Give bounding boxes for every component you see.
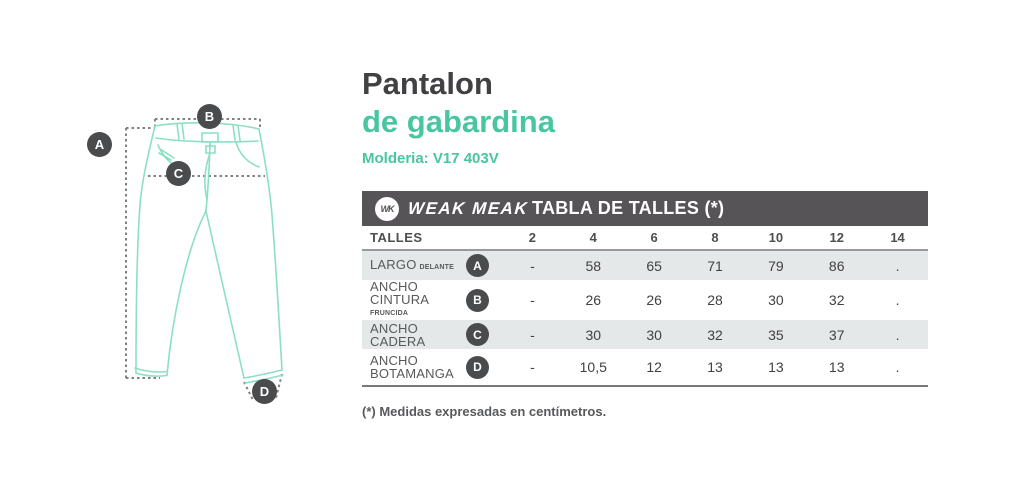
value-cell: 58 xyxy=(585,257,602,274)
size-header-10: 10 xyxy=(768,230,784,245)
row-label xyxy=(362,258,466,274)
value-cell: - xyxy=(530,359,535,375)
row-marker-d-badge: D xyxy=(466,356,489,379)
row-label-text: LARGO xyxy=(370,256,417,272)
value-cell: - xyxy=(530,326,535,343)
row-sublabel-text: FRUNCIDA xyxy=(370,310,409,317)
value-cell: 30 xyxy=(646,326,662,343)
row-marker-c-badge: C xyxy=(466,323,489,346)
value-cell: 30 xyxy=(585,326,602,343)
row-label xyxy=(362,322,466,348)
pants-outline xyxy=(135,123,283,383)
molderia-label: Molderia: V17 403V xyxy=(362,150,499,167)
marker-c-badge: C xyxy=(166,161,191,186)
page-subtitle: de gabardina xyxy=(362,104,555,139)
value-cell: - xyxy=(530,257,535,274)
table-row-a xyxy=(362,251,928,280)
value-cell: 28 xyxy=(707,292,723,308)
value-cell: 32 xyxy=(707,326,723,343)
size-header-12: 12 xyxy=(829,230,844,245)
table-row-d xyxy=(362,349,928,387)
value-cell: 13 xyxy=(768,359,784,375)
value-cell: 13 xyxy=(828,359,845,375)
value-cell: . xyxy=(895,326,900,343)
value-cell: 71 xyxy=(707,257,723,274)
value-cell: - xyxy=(530,292,535,308)
size-header-2: 2 xyxy=(528,230,537,245)
table-row-c xyxy=(362,320,928,349)
sizes-header-label: TALLES xyxy=(370,230,423,245)
row-label xyxy=(362,354,466,380)
row-marker-b-badge: B xyxy=(466,289,489,312)
size-header-8: 8 xyxy=(711,230,719,245)
value-cell: 12 xyxy=(646,359,662,375)
size-header-14: 14 xyxy=(890,230,905,245)
value-cell: 65 xyxy=(646,257,662,274)
marker-a-badge: A xyxy=(87,132,112,157)
row-sublabel-text: DELANTE xyxy=(419,263,454,271)
value-cell: 13 xyxy=(707,359,723,375)
row-marker-a-badge: A xyxy=(466,254,489,277)
size-header-6: 6 xyxy=(650,230,658,245)
table-title: TABLA DE TALLES (*) xyxy=(532,198,725,218)
brand-name: WEAK MEAK xyxy=(407,198,529,218)
table-header-bar xyxy=(362,191,928,226)
row-label xyxy=(362,280,466,320)
marker-d-badge: D xyxy=(252,379,277,404)
value-cell: 32 xyxy=(828,292,845,308)
value-cell: 26 xyxy=(585,292,602,308)
measurement-lines xyxy=(126,119,282,400)
table-body xyxy=(362,251,928,387)
row-label-text: ANCHO CADERA xyxy=(370,320,426,349)
table-row-b xyxy=(362,280,928,320)
value-cell: . xyxy=(895,257,900,274)
value-cell: . xyxy=(895,292,900,308)
row-label-text: ANCHO BOTAMANGA xyxy=(370,353,454,381)
value-cell: 26 xyxy=(646,292,662,308)
pants-diagram xyxy=(60,85,360,430)
brand-logo-icon: WK xyxy=(375,197,399,221)
footnote: (*) Medidas expresadas en centímetros. xyxy=(362,404,607,419)
page-title: Pantalon xyxy=(362,66,493,101)
size-header-4: 4 xyxy=(589,230,597,245)
value-cell: 10,5 xyxy=(579,359,607,375)
value-cell: 86 xyxy=(828,257,845,274)
value-cell: 35 xyxy=(768,326,784,343)
marker-b-badge: B xyxy=(197,104,222,129)
row-label-text: ANCHO CINTURA xyxy=(370,279,430,307)
sizes-header-row xyxy=(362,226,928,251)
value-cell: . xyxy=(895,359,900,375)
value-cell: 79 xyxy=(768,257,784,274)
value-cell: 30 xyxy=(768,292,784,308)
content-panel xyxy=(362,66,928,419)
size-table xyxy=(362,191,928,387)
value-cell: 37 xyxy=(828,326,845,343)
